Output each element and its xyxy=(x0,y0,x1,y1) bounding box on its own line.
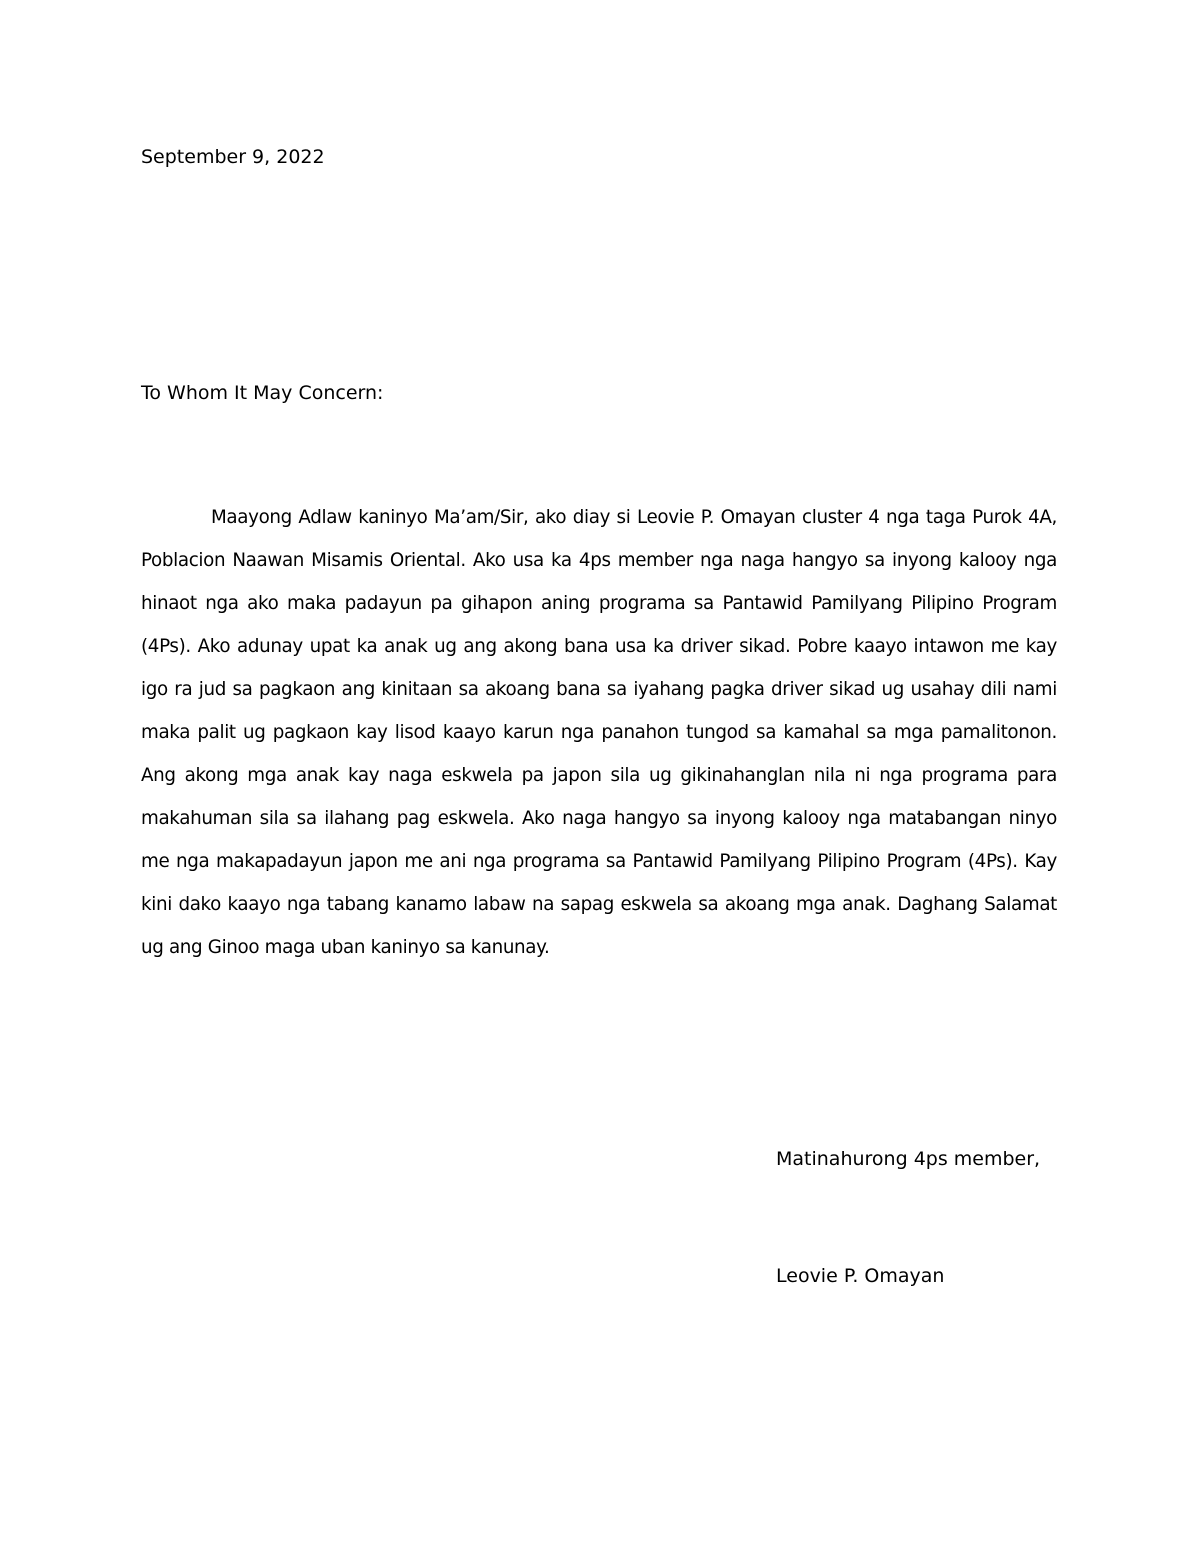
letter-body: Maayong Adlaw kaninyo Ma’am/Sir, ako diay si Leovie P. Omayan cluster 4 nga taga Purok 4A, Poblacion Naawan Misamis Oriental. Ako usa ka 4ps member nga naga hangyo sa inyong kalooy nga hinaot nga ako maka padayun pa gihapon aning programa sa Pantawid Pamilyang Pilipino Program (4Ps). Ako adunay upat ka anak ug ang akong bana usa ka driver sikad. Pobre kaayo intawon me kay igo ra jud sa pagkaon ang kinitaan sa akoang bana sa iyahang pagka driver sikad ug usahay dili nami maka palit ug pagkaon kay lisod kaayo karun nga panahon tungod sa kamahal sa mga pamalitonon. Ang akong mga anak kay naga eskwela pa japon sila ug gikinahanglan nila ni nga programa para makahuman sila sa ilahang pag eskwela. Ako naga hangyo sa inyong kalooy nga matabangan ninyo me nga makapadayun japon me ani nga programa sa Pantawid Pamilyang Pilipino Program (4Ps). Kay kini dako kaayo nga tabang kanamo labaw na sapag eskwela sa akoang mga anak. Daghang Salamat ug ang Ginoo maga uban kaninyo sa kanunay. xyxy=(141,507,1057,958)
letter-closing: Matinahurong 4ps member, xyxy=(776,1148,1041,1170)
letter-salutation: To Whom It May Concern: xyxy=(141,382,384,404)
letter-date: September 9, 2022 xyxy=(141,146,325,168)
signature-name: Leovie P. Omayan xyxy=(776,1265,945,1287)
